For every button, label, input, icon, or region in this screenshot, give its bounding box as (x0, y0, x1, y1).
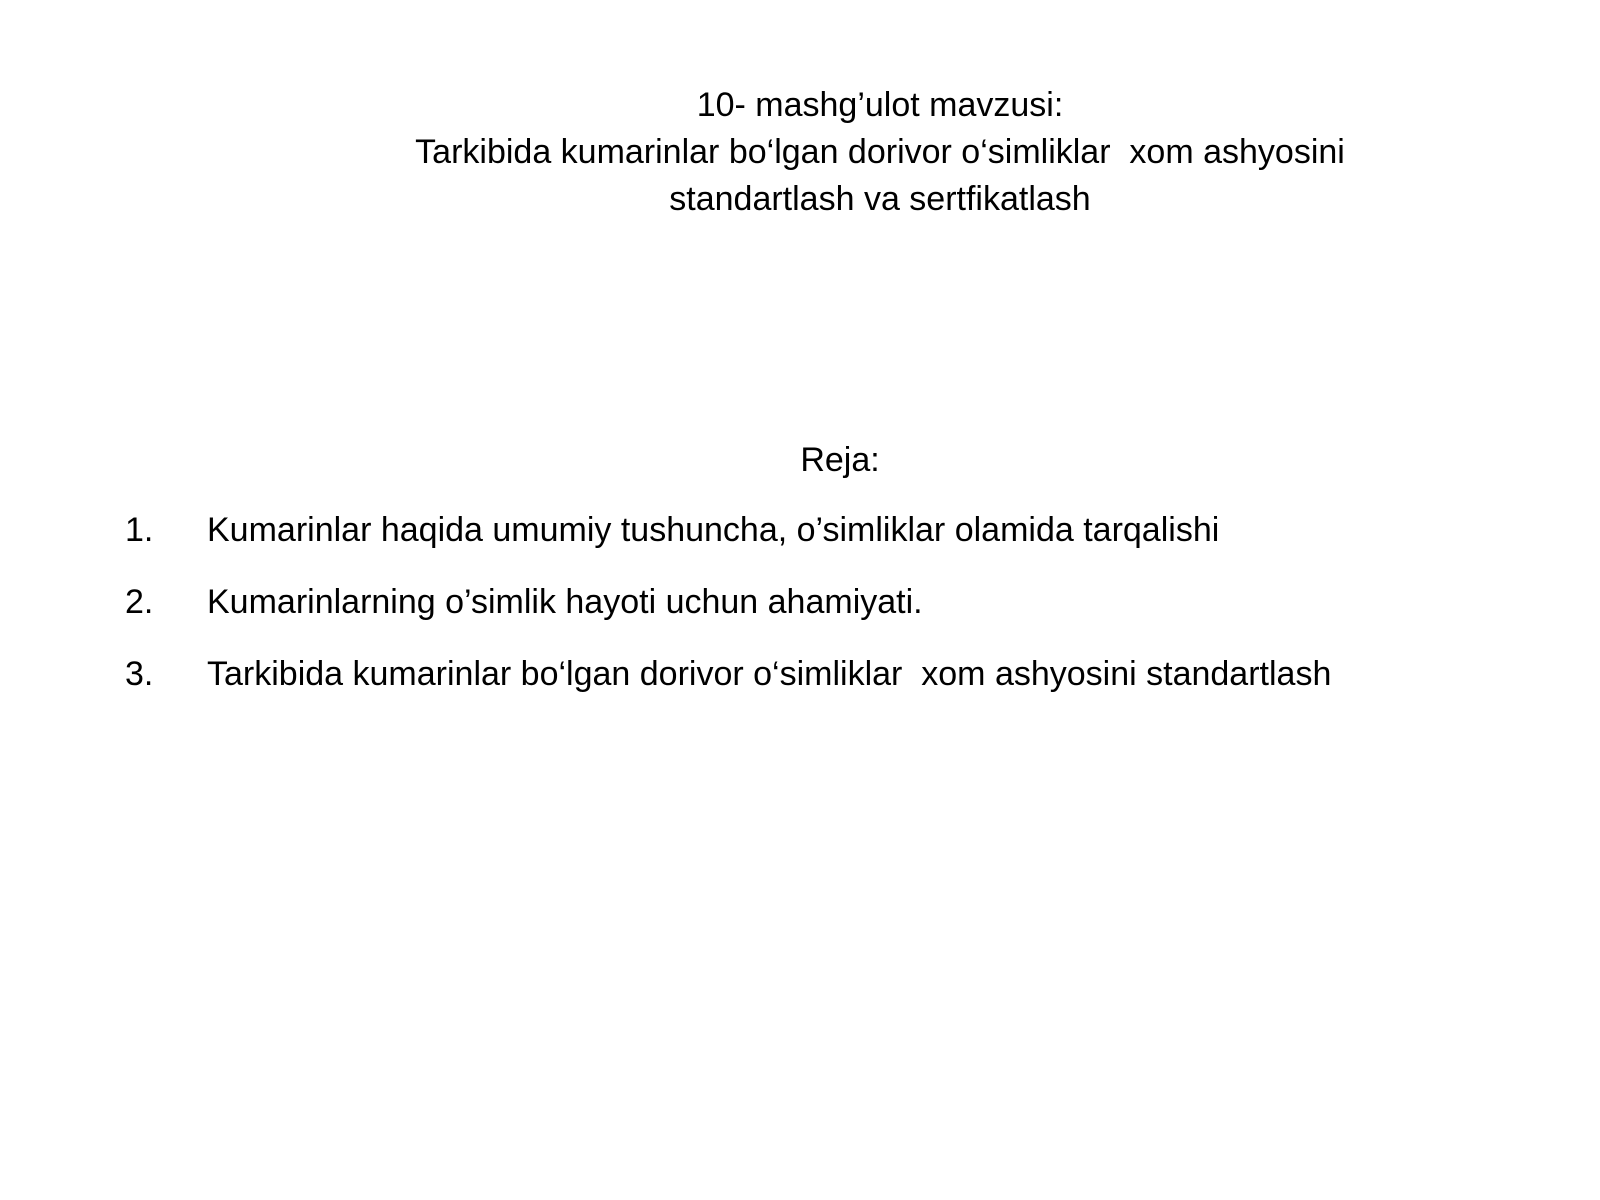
plan-item-number: 1. (125, 511, 154, 549)
plan-item-text: Tarkibida kumarinlar bo‘lgan dorivor o‘simliklar xom ashyosini standartlash (207, 655, 1332, 693)
plan-list (125, 510, 1545, 726)
plan-item-number: 2. (125, 583, 154, 621)
title-line-2: Tarkibida kumarinlar bo‘lgan dorivor o‘simliklar xom ashyosini (415, 133, 1345, 171)
plan-item-text: Kumarinlarning o’simlik hayoti uchun ahamiyati. (207, 583, 923, 621)
plan-item-number: 3. (125, 655, 154, 693)
plan-item (125, 654, 1545, 726)
slide-title (330, 82, 1430, 223)
plan-item (125, 582, 1545, 654)
title-line-3: standartlash va sertfikatlash (669, 180, 1091, 218)
plan-item (125, 510, 1545, 582)
plan-heading: Reja: (800, 441, 880, 479)
plan-item-text: Kumarinlar haqida umumiy tushuncha, o’simliklar olamida tarqalishi (207, 511, 1220, 549)
title-line-1: 10- mashg’ulot mavzusi: (696, 86, 1064, 124)
